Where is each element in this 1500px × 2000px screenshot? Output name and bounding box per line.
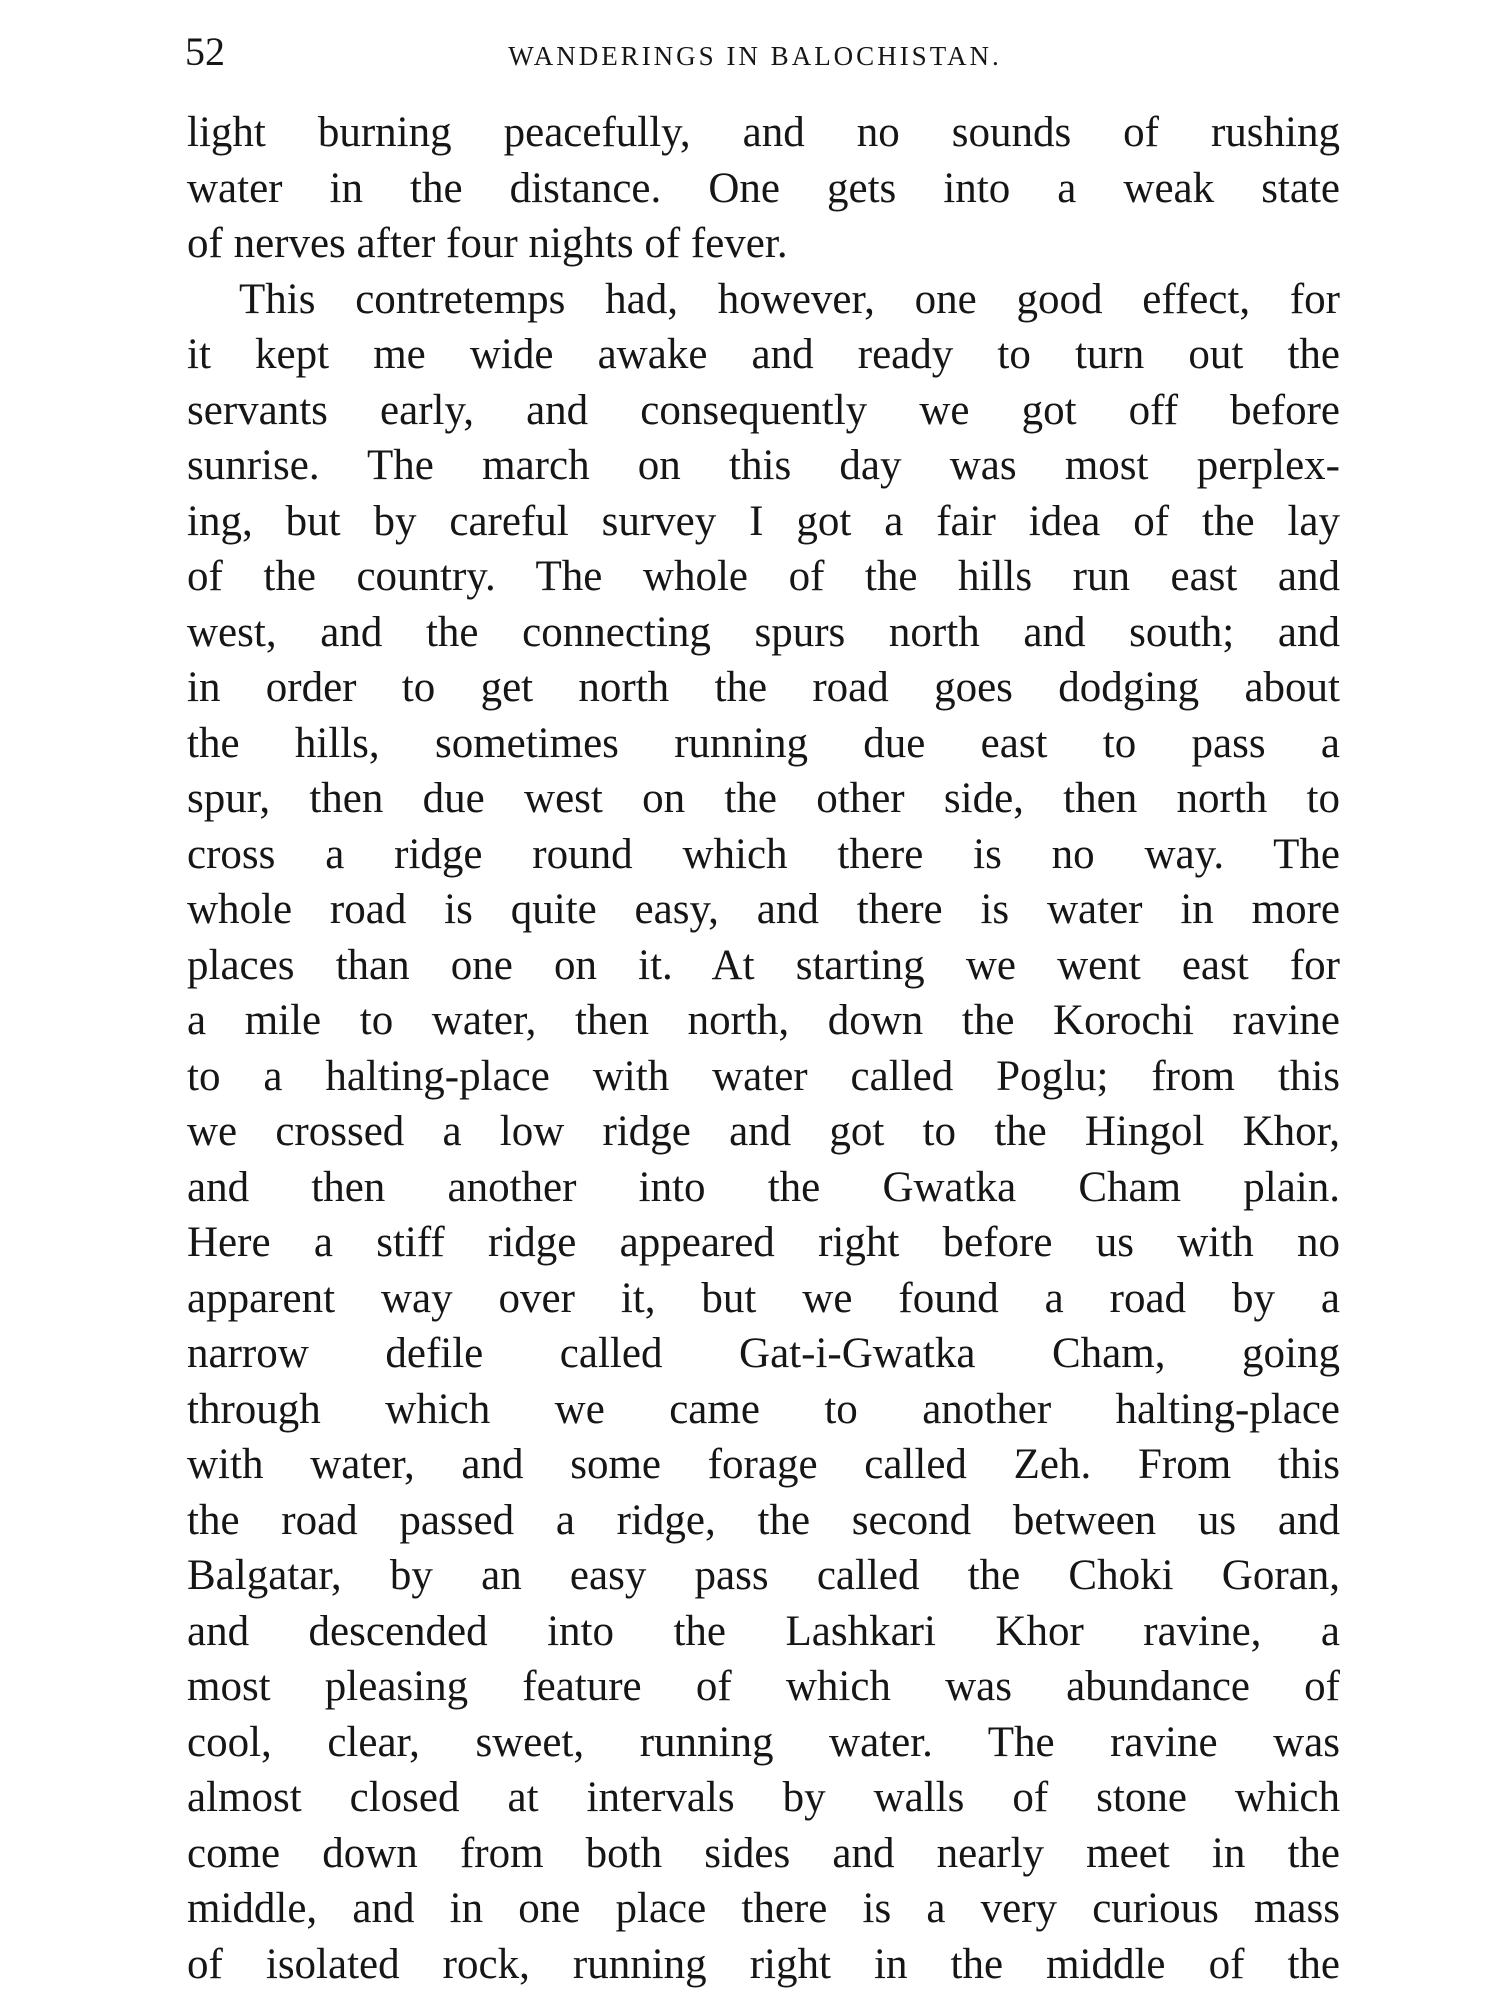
text-line: with water, and some forage called Zeh. From this — [187, 1441, 1340, 1488]
text-line: west, and the connecting spurs north and south; and — [187, 608, 1340, 656]
text-line: of the country. The whole of the hills run east and — [187, 553, 1340, 600]
text-line: servants early, and consequently we got off before — [187, 386, 1340, 434]
text-line: sunrise. The march on this day was most perplex- — [187, 442, 1340, 489]
text-line: of nerves after four nights of fever. — [187, 220, 788, 267]
text-line: a mile to water, then north, down the Korochi ravine — [187, 997, 1340, 1044]
text-line: apparent way over it, but we found a road by a — [187, 1274, 1340, 1322]
text-line: places than one on it. At starting we went east for — [187, 941, 1340, 989]
page-number: 52 — [185, 29, 225, 74]
text-line: This contretemps had, however, one good effect, for — [239, 275, 1340, 323]
text-line: ing, but by careful survey I got a fair idea of the lay — [187, 497, 1340, 545]
text-line: cross a ridge round which there is no way. The — [187, 830, 1340, 878]
text-line: whole road is quite easy, and there is water in more — [187, 886, 1340, 933]
text-line: water in the distance. One gets into a weak state — [187, 164, 1340, 212]
text-line: Balgatar, by an easy pass called the Choki Goran, — [187, 1552, 1340, 1599]
text-line: Here a stiff ridge appeared right before us with no — [187, 1219, 1340, 1266]
text-line: to a halting-place with water called Poglu; from this — [187, 1052, 1340, 1100]
text-line: the road passed a ridge, the second between us and — [187, 1496, 1340, 1544]
text-line: middle, and in one place there is a very curious mass — [187, 1885, 1340, 1932]
text-line: through which we came to another halting-place — [187, 1385, 1340, 1433]
text-line: the hills, sometimes running due east to pass a — [187, 719, 1340, 767]
text-line: light burning peacefully, and no sounds of rushing — [187, 109, 1340, 156]
text-line: almost closed at intervals by walls of stone which — [187, 1774, 1340, 1821]
running-head: WANDERINGS IN BALOCHISTAN. — [508, 41, 1002, 71]
text-line: most pleasing feature of which was abundance of — [187, 1663, 1340, 1710]
text-line: come down from both sides and nearly meet in the — [187, 1829, 1340, 1877]
body-text — [187, 105, 1340, 1992]
text-line: and descended into the Lashkari Khor ravine, a — [187, 1607, 1340, 1655]
text-line: cool, clear, sweet, running water. The ravine was — [187, 1718, 1340, 1766]
text-line: we crossed a low ridge and got to the Hingol Khor, — [187, 1108, 1340, 1155]
page-header — [185, 22, 1325, 82]
text-line: it kept me wide awake and ready to turn out the — [187, 331, 1340, 378]
text-line: spur, then due west on the other side, then north to — [187, 775, 1340, 822]
text-line: of isolated rock, running right in the middle of the — [187, 1940, 1340, 1988]
text-line: in order to get north the road goes dodging about — [187, 664, 1340, 711]
text-line: and then another into the Gwatka Cham plain. — [187, 1163, 1340, 1211]
text-line: narrow defile called Gat-i-Gwatka Cham, going — [187, 1330, 1340, 1377]
